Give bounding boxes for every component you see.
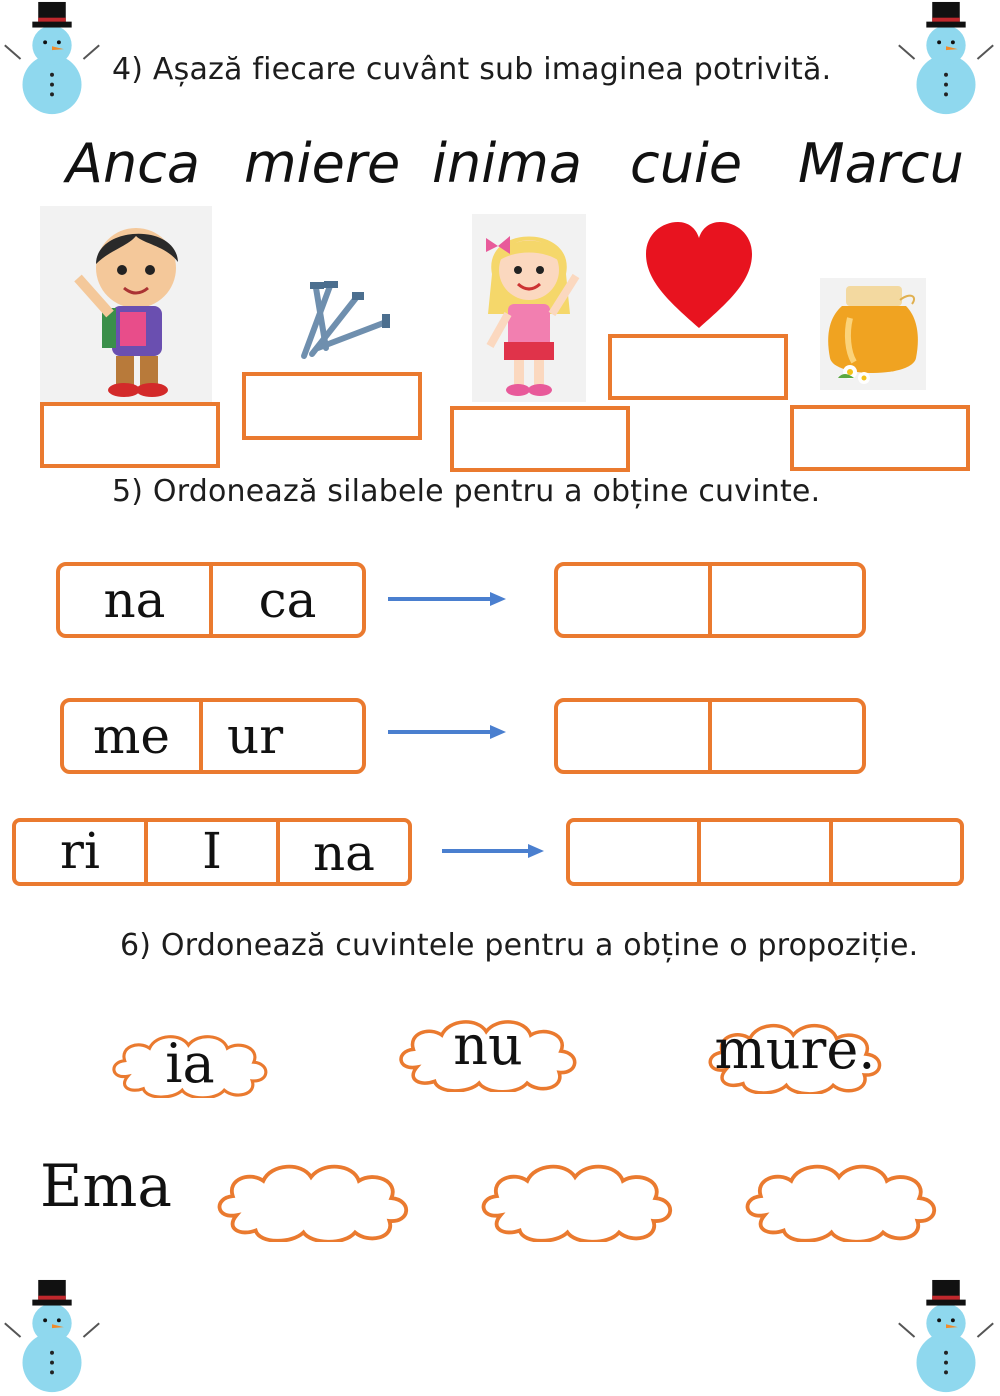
syllable-row-1 [56,562,366,638]
syllable[interactable]: ur [227,707,284,765]
answer-box-nails[interactable] [242,372,422,440]
answer-cell[interactable] [712,702,862,770]
syllable[interactable]: I [148,822,280,882]
answer-box-boy[interactable] [40,402,220,468]
exercise-4-heading: 4) Așază fiecare cuvânt sub imaginea potrivită. [112,52,832,87]
answer-box-honey[interactable] [790,405,970,471]
word-miere[interactable]: miere [244,132,401,195]
answer-cell[interactable] [558,702,712,770]
snowman-icon [896,0,996,118]
arrow-icon [386,588,508,610]
answer-row-2 [554,698,866,774]
exercise-5-heading: 5) Ordonează silabele pentru a obține cuvinte. [112,474,821,509]
word-cloud[interactable] [664,1016,926,1094]
answer-cloud[interactable] [454,1156,700,1242]
syllable[interactable]: ri [16,822,148,882]
answer-cloud[interactable] [190,1156,436,1242]
answer-row-3 [566,818,964,886]
answer-row-1 [554,562,866,638]
sentence-start-word: Ema [40,1152,172,1220]
syllable[interactable]: na [60,566,213,634]
word-cuie[interactable]: cuie [630,132,743,195]
word-cloud[interactable] [82,1028,298,1098]
cloud-word: mure. [714,1018,876,1081]
answer-cell[interactable] [712,566,862,634]
word-marcu[interactable]: Marcu [798,132,964,195]
answer-cell[interactable] [570,822,701,882]
answer-box-girl[interactable] [450,406,630,472]
answer-cell[interactable] [558,566,712,634]
cloud-word: ia [165,1032,215,1095]
snowman-icon [896,1278,996,1396]
snowman-icon [2,0,102,118]
exercise-6-heading: 6) Ordonează cuvintele pentru a obține o propoziție. [120,928,919,963]
syllable-row-3 [12,818,412,886]
answer-box-heart[interactable] [608,334,788,400]
word-inima[interactable]: inima [432,132,582,195]
arrow-icon [386,721,508,743]
syllable[interactable]: me [64,702,203,770]
boy-icon [40,206,212,402]
snowman-icon [2,1278,102,1396]
nails-icon [296,278,396,364]
girl-icon [472,214,586,402]
cloud-word: nu [453,1014,523,1077]
answer-cell[interactable] [701,822,832,882]
syllable[interactable]: na [312,824,375,882]
word-cloud[interactable] [368,1012,608,1092]
answer-cloud[interactable] [718,1156,964,1242]
syllable[interactable]: ca [258,571,317,629]
heart-icon [642,220,756,332]
answer-cell[interactable] [833,822,960,882]
word-anca[interactable]: Anca [66,132,200,195]
honey-jar-icon [820,278,926,390]
syllable-row-2 [60,698,366,774]
arrow-icon [440,840,546,862]
